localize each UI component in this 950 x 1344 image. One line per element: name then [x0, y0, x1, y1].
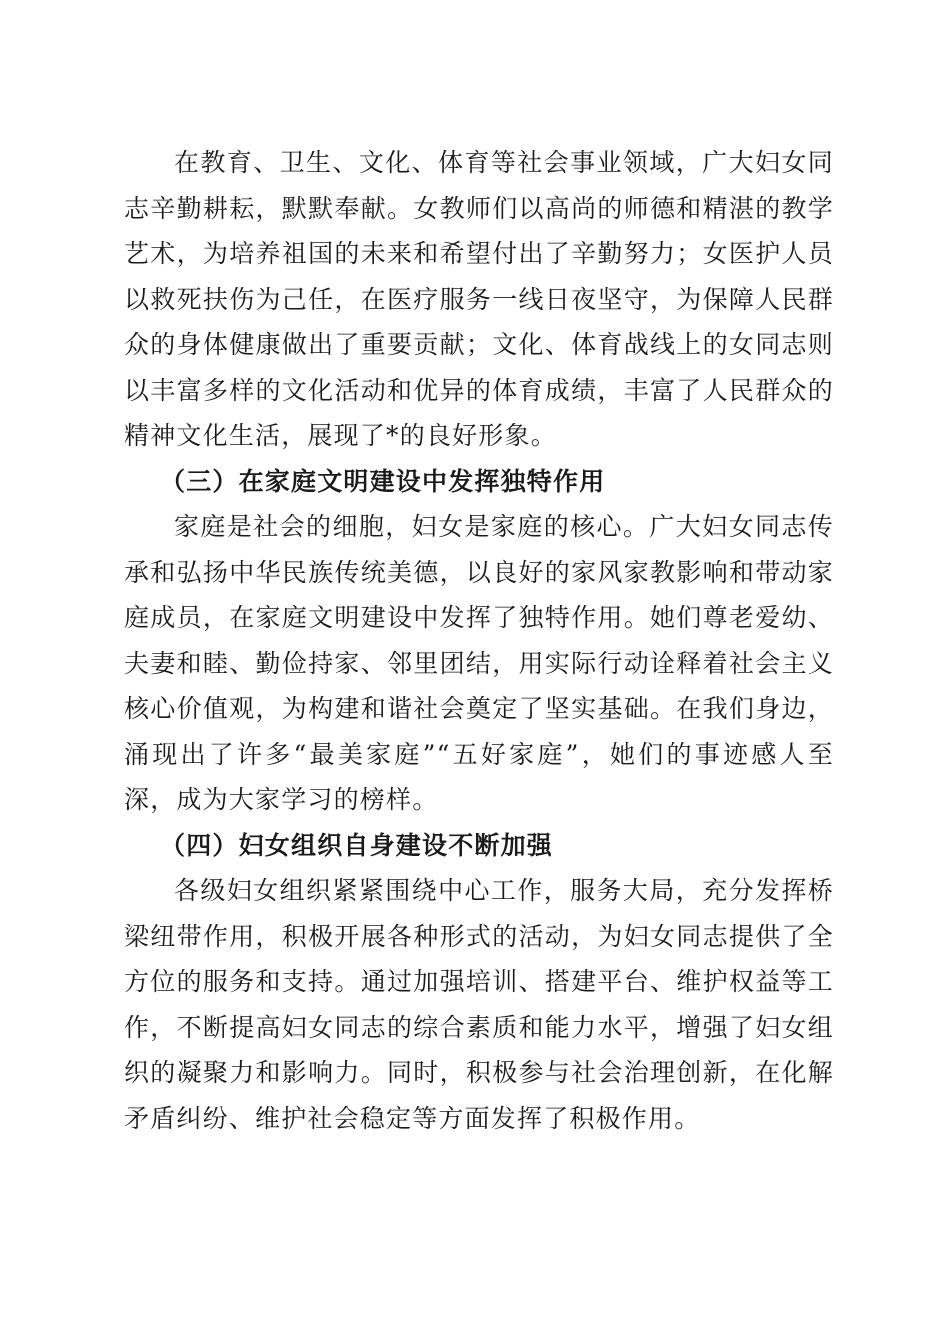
paragraph-organization-building: 各级妇女组织紧紧围绕中心工作，服务大局，充分发挥桥梁纽带作用，积极开展各种形式的活动，为妇女同志提供了全方位的服务和支持。通过加强培训、搭建平台、维护权益等工作，不断提高妇女同志的综合素质和能力水平，增强了妇女组织的凝聚力和影响力。同时，积极参与社会治理创新，在化解矛盾纠纷、维护社会稳定等方面发挥了积极作用。 — [124, 876, 834, 1133]
section-heading-3: （三）在家庭文明建设中发挥独特作用 — [160, 466, 606, 496]
paragraph-social-undertakings: 在教育、卫生、文化、体育等社会事业领域，广大妇女同志辛勤耕耘，默默奉献。女教师们以高尚的师德和精湛的教学艺术，为培养祖国的未来和希望付出了辛勤努力；女医护人员以救死扶伤为己任，在医疗服务一线日夜坚守，为保障人民群众的身体健康做出了重要贡献；文化、体育战线上的女同志则以丰富多样的文化活动和优异的体育成绩，丰富了人民群众的精神文化生活，展现了*的良好形象。 — [124, 148, 834, 450]
section-heading-4: （四）妇女组织自身建设不断加强 — [160, 830, 554, 860]
document-body — [124, 140, 834, 1141]
paragraph-family-civilization: 家庭是社会的细胞，妇女是家庭的核心。广大妇女同志传承和弘扬中华民族传统美德，以良好的家风家教影响和带动家庭成员，在家庭文明建设中发挥了独特作用。她们尊老爱幼、夫妻和睦、勤俭持家、邻里团结，用实际行动诠释着社会主义核心价值观，为构建和谐社会奠定了坚实基础。在我们身边，涌现出了许多“最美家庭”“五好家庭”，她们的事迹感人至深，成为大家学习的榜样。 — [124, 512, 834, 814]
